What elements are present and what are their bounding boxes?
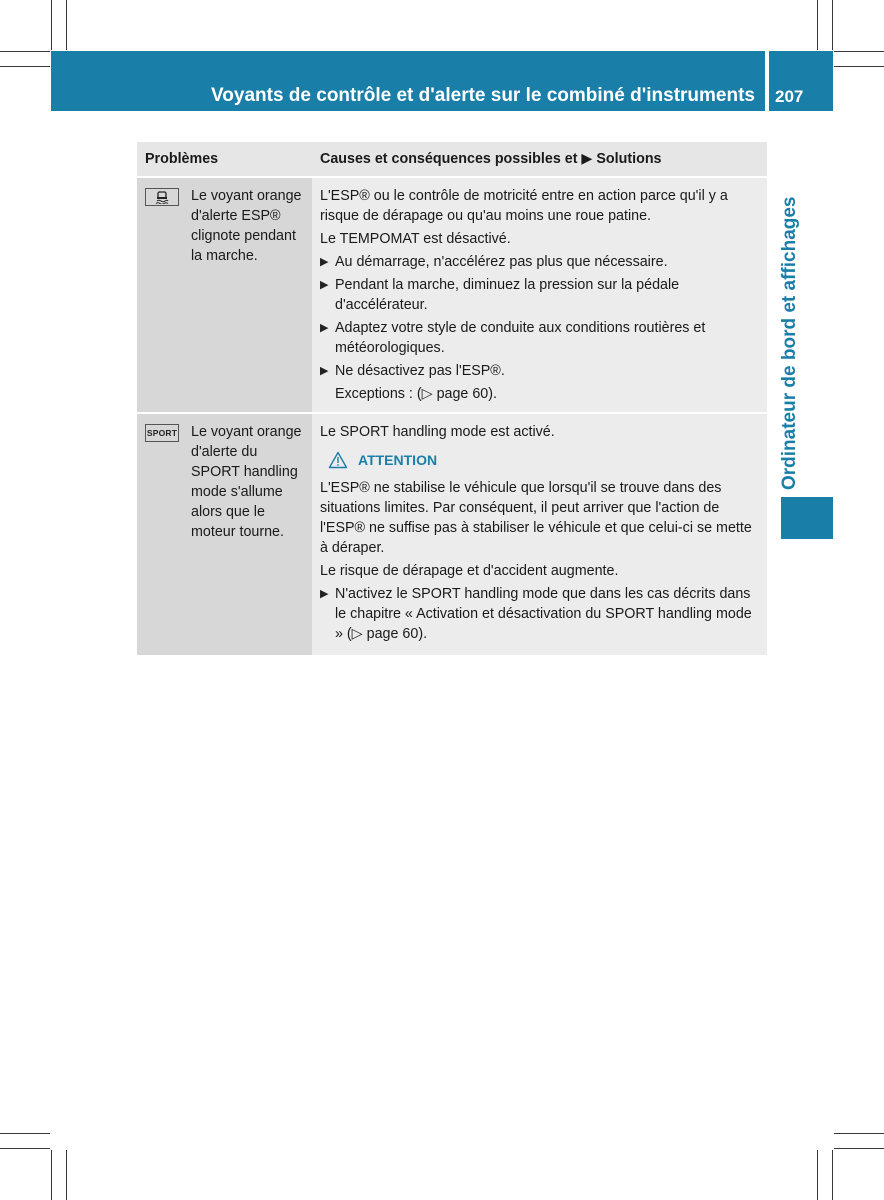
- arrow-icon: ▶: [320, 279, 329, 291]
- crop-mark: [834, 66, 884, 67]
- header-causes: Causes et conséquences possibles et ▶ Solutions: [312, 142, 767, 177]
- attention-heading: [328, 450, 759, 470]
- cause-text: L'ESP® ou le contrôle de motricité entre en action parce qu'il y a risque de dérapage ou qu'au moins une roue patine.: [320, 188, 728, 224]
- crop-mark: [817, 0, 818, 50]
- warning-triangle-icon: [328, 451, 348, 469]
- solution-text: Pendant la marche, diminuez la pression sur la pédale d'accélérateur.: [335, 277, 680, 313]
- sport-indicator-icon: [145, 424, 179, 442]
- crop-mark: [0, 51, 50, 52]
- problem-cell: [137, 177, 312, 413]
- solution-text: Adaptez votre style de conduite aux conditions routières et météorologiques.: [335, 320, 706, 356]
- arrow-icon: ▶: [320, 256, 329, 268]
- crop-mark: [0, 1148, 50, 1149]
- table-row: [137, 413, 767, 655]
- solution-item: [320, 584, 759, 644]
- crop-mark: [817, 1150, 818, 1200]
- crop-mark: [51, 0, 52, 50]
- crop-mark: [832, 0, 833, 50]
- solution-item: [320, 361, 759, 381]
- warning-text: L'ESP® ne stabilise le véhicule que lorsqu'il se trouve dans des situations limites. Par conséquent, il peut arriver que l'action de l'ESP® ne suffise pas à stabiliser le véhicule et que celui-ci se mette à déraper.: [320, 480, 752, 556]
- page-number: 207: [775, 87, 804, 106]
- page-number-box: [769, 51, 833, 111]
- crop-mark: [832, 1150, 833, 1200]
- section-tab-label: Ordinateur de bord et affichages: [779, 196, 800, 490]
- esp-skid-icon: [145, 188, 179, 206]
- solution-text: Ne désactivez pas l'ESP®.: [335, 363, 505, 379]
- cause-cell: [312, 177, 767, 413]
- crop-mark: [834, 1133, 884, 1134]
- section-tab: [769, 140, 833, 490]
- crop-mark: [0, 1133, 50, 1134]
- crop-mark: [834, 51, 884, 52]
- solution-item: [320, 252, 759, 272]
- solution-text: N'activez le SPORT handling mode que dans les cas décrits dans le chapitre « Activation et désactivation du SPORT handling mode » (▷ page 60).: [335, 586, 752, 642]
- solution-text: Au démarrage, n'accélérez pas plus que nécessaire.: [335, 254, 668, 270]
- crop-mark: [0, 66, 50, 67]
- solution-item: [320, 318, 759, 358]
- attention-label: ATTENTION: [358, 452, 438, 468]
- table-header-row: [137, 142, 767, 177]
- crop-mark: [834, 1148, 884, 1149]
- arrow-icon: ▶: [320, 322, 329, 334]
- crop-mark: [51, 1150, 52, 1200]
- cause-text: Le TEMPOMAT est désactivé.: [320, 231, 511, 247]
- table-row: [137, 177, 767, 413]
- arrow-icon: ▶: [320, 365, 329, 377]
- cause-text: Le SPORT handling mode est activé.: [320, 424, 555, 440]
- header-problems: Problèmes: [137, 142, 312, 177]
- crop-mark: [66, 1150, 67, 1200]
- page-title: Voyants de contrôle et d'alerte sur le combiné d'instruments: [211, 85, 755, 106]
- cause-cell: [312, 413, 767, 655]
- arrow-icon: ▶: [320, 588, 329, 600]
- problem-cell: [137, 413, 312, 655]
- crop-mark: [66, 0, 67, 50]
- solution-item: [320, 275, 759, 315]
- cause-text: Le risque de dérapage et d'accident augmente.: [320, 563, 619, 579]
- problem-text: Le voyant orange d'alerte ESP® clignote pendant la marche.: [191, 188, 302, 264]
- problems-table: [137, 142, 767, 655]
- sport-icon-label: SPORT: [146, 428, 178, 438]
- problem-text: Le voyant orange d'alerte du SPORT handling mode s'allume alors que le moteur tourne.: [191, 424, 302, 540]
- header-bar: [51, 51, 765, 111]
- section-marker: [781, 497, 833, 539]
- exceptions-link[interactable]: Exceptions : (▷ page 60).: [335, 386, 497, 402]
